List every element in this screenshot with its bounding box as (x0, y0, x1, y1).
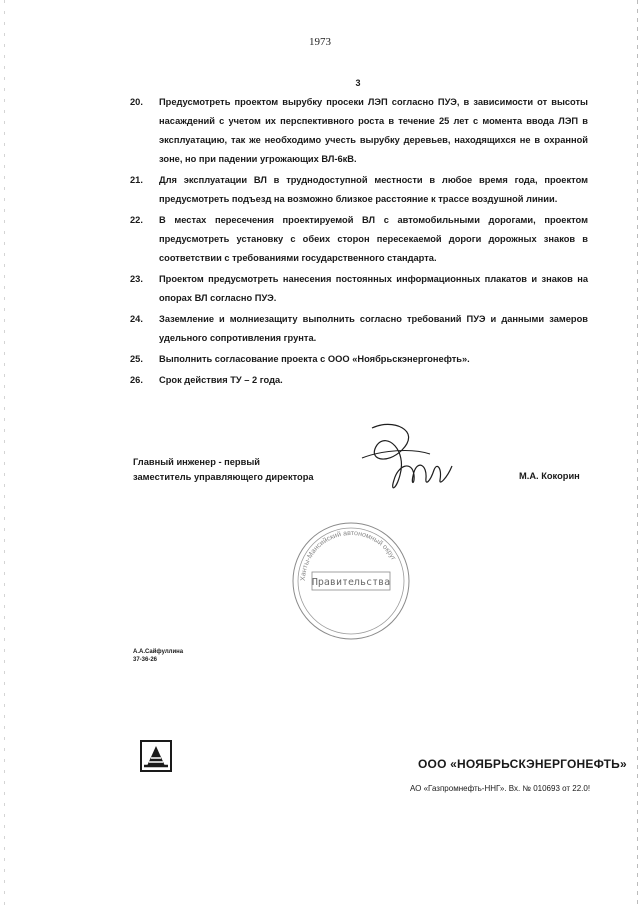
item-text: Срок действия ТУ – 2 года. (159, 375, 283, 385)
stamp-center-text: Правительства (311, 577, 391, 588)
item-text: Заземление и молниезащиту выполнить согласно требований ПУЭ и данными замеров удельного сопротивления грунта. (159, 314, 588, 343)
company-name: ООО «НОЯБРЬСКЭНЕРГОНЕФТЬ» (418, 757, 627, 771)
item-text: Для эксплуатации ВЛ в труднодоступной местности в любое время года, проектом предусмотреть подъезд на возможно близкое расстояние к трассе воздушной линии. (159, 175, 588, 204)
item-number: 26. (130, 375, 143, 385)
scan-edge-left (4, 0, 5, 905)
requirements-list (130, 93, 588, 392)
oil-derrick-logo-icon (140, 740, 172, 772)
sheet-number: 3 (355, 78, 361, 88)
item-number: 21. (130, 175, 143, 185)
item-number: 24. (130, 314, 143, 324)
item-number: 20. (130, 97, 143, 107)
item-number: 25. (130, 354, 143, 364)
handwritten-signature (352, 420, 472, 500)
signatory-name: М.А. Кокорин (519, 471, 580, 481)
stamp-ring-text: Ханты-Мансийский автономный округ (299, 529, 397, 582)
official-stamp (290, 520, 412, 642)
list-item (130, 310, 588, 348)
list-item (130, 93, 588, 169)
page-number: 1973 (309, 36, 331, 48)
registration-stamp: АО «Газпромнефть-ННГ». Вх. № 010693 от 22.0! (410, 784, 591, 793)
executor-name: А.А.Сайфуллина (133, 649, 184, 655)
scan-edge-right (637, 0, 638, 905)
executor-info (133, 648, 183, 664)
item-text: Выполнить согласование проекта с ООО «Ноябрьскэнергонефть». (159, 354, 470, 364)
list-item (130, 270, 588, 308)
list-item (130, 211, 588, 268)
item-text: Проектом предусмотреть нанесения постоянных информационных плакатов и знаков на опорах ВЛ согласно ПУЭ. (159, 274, 588, 303)
list-item (130, 371, 588, 390)
signatory-title (133, 455, 314, 485)
item-text: Предусмотреть проектом вырубку просеки ЛЭП согласно ПУЭ, в зависимости от высоты насаждений с учетом их перспективного роста в течение 25 лет с момента ввода ЛЭП в эксплуатацию, так же необходимо учесть вырубку деревьев, находящихся не в охранной зоне, но при падении угрожающих ВЛ-6кВ. (159, 97, 588, 164)
item-text: В местах пересечения проектируемой ВЛ с автомобильными дорогами, проектом предусмотреть установку с обеих сторон пересекаемой дороги дорожных знаков в соответствии с требованиями государственного стандарта. (159, 215, 588, 263)
list-item (130, 171, 588, 209)
list-item (130, 350, 588, 369)
item-number: 23. (130, 274, 143, 284)
executor-phone: 37-36-26 (133, 657, 158, 663)
signatory-title-line2: заместитель управляющего директора (133, 472, 314, 482)
signatory-title-line1: Главный инженер - первый (133, 457, 260, 467)
item-number: 22. (130, 215, 143, 225)
